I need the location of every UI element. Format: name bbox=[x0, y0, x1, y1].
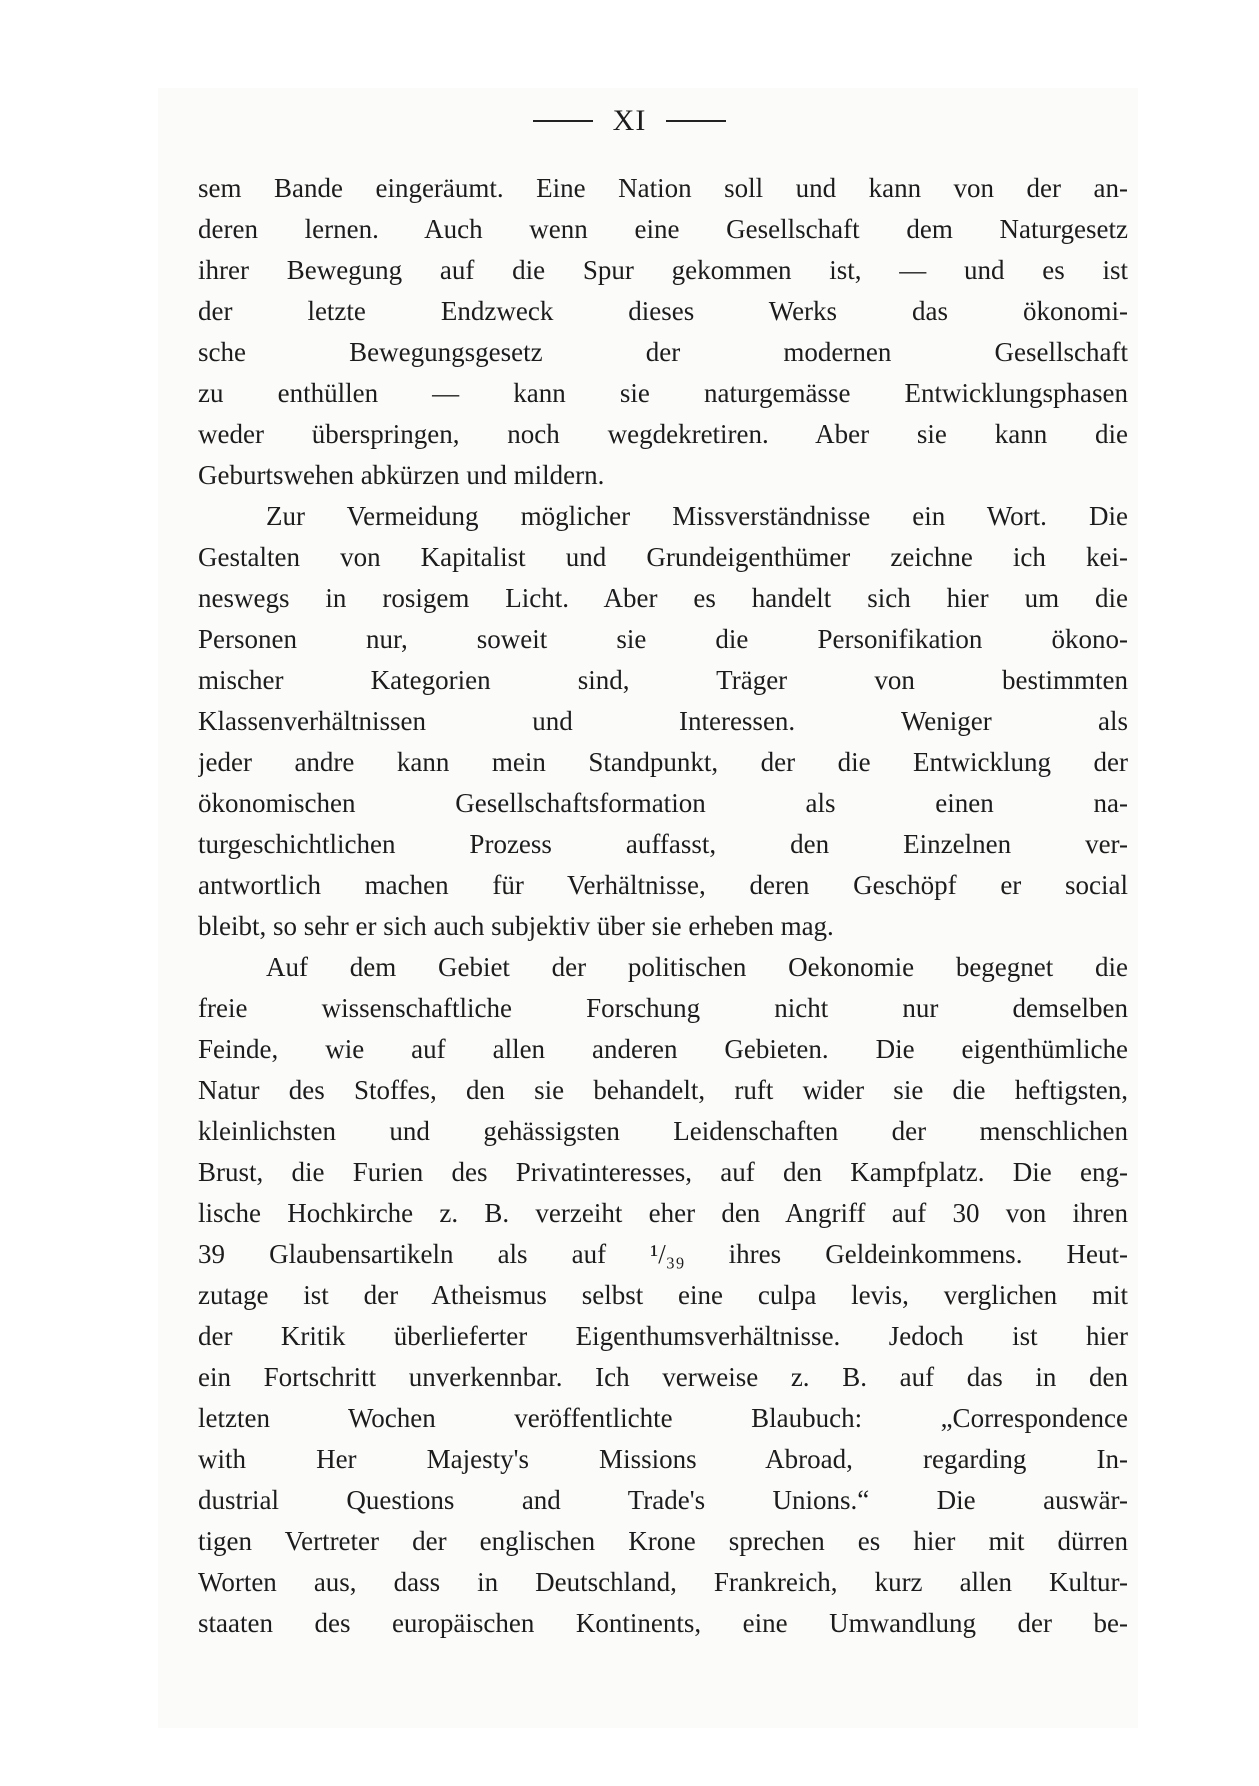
text-line: freie wissenschaftliche Forschung nicht nur demselben bbox=[198, 993, 1128, 1023]
text-line: staaten des europäischen Kontinents, eine Umwandlung der be- bbox=[198, 1608, 1128, 1638]
text-line: Zur Vermeidung möglicher Missverständnisse ein Wort. Die bbox=[266, 501, 1128, 531]
page-number: XI bbox=[612, 104, 647, 137]
text-line: with Her Majesty's Missions Abroad, regarding In- bbox=[198, 1444, 1128, 1474]
text-line: bleibt, so sehr er sich auch subjektiv über sie erheben mag. bbox=[198, 911, 834, 941]
text-line: mischer Kategorien sind, Träger von bestimmten bbox=[198, 665, 1128, 695]
text-line: turgeschichtlichen Prozess auffasst, den Einzelnen ver- bbox=[198, 829, 1128, 859]
header-rule-left bbox=[533, 120, 593, 122]
text-line: zutage ist der Atheismus selbst eine culpa levis, verglichen mit bbox=[198, 1280, 1128, 1310]
text-line: kleinlichsten und gehässigsten Leidenschaften der menschlichen bbox=[198, 1116, 1128, 1146]
text-line: Geburtswehen abkürzen und mildern. bbox=[198, 460, 605, 490]
text-line: zu enthüllen — kann sie naturgemässe Entwicklungsphasen bbox=[198, 378, 1128, 408]
text-line: ein Fortschritt unverkennbar. Ich verweise z. B. auf das in den bbox=[198, 1362, 1128, 1392]
text-line: der Kritik überlieferter Eigenthumsverhältnisse. Jedoch ist hier bbox=[198, 1321, 1128, 1351]
text-line: dustrial Questions and Trade's Unions.“ Die auswär- bbox=[198, 1485, 1128, 1515]
text-line: Brust, die Furien des Privatinteresses, auf den Kampfplatz. Die eng- bbox=[198, 1157, 1128, 1187]
text-line: ihrer Bewegung auf die Spur gekommen ist, — und es ist bbox=[198, 255, 1128, 285]
text-line: antwortlich machen für Verhältnisse, deren Geschöpf er social bbox=[198, 870, 1128, 900]
text-line: der letzte Endzweck dieses Werks das ökonomi- bbox=[198, 296, 1128, 326]
text-line: Auf dem Gebiet der politischen Oekonomie begegnet die bbox=[266, 952, 1128, 982]
text-line: sem Bande eingeräumt. Eine Nation soll und kann von der an- bbox=[198, 173, 1128, 203]
text-line: lische Hochkirche z. B. verzeiht eher den Angriff auf 30 von ihren bbox=[198, 1198, 1128, 1228]
text-line: tigen Vertreter der englischen Krone sprechen es hier mit dürren bbox=[198, 1526, 1128, 1556]
text-line: deren lernen. Auch wenn eine Gesellschaft dem Naturgesetz bbox=[198, 214, 1128, 244]
text-line: Natur des Stoffes, den sie behandelt, ruft wider sie die heftigsten, bbox=[198, 1075, 1128, 1105]
text-line: Personen nur, soweit sie die Personifikation ökono- bbox=[198, 624, 1128, 654]
text-line: jeder andre kann mein Standpunkt, der die Entwicklung der bbox=[198, 747, 1128, 777]
text-line: weder überspringen, noch wegdekretiren. Aber sie kann die bbox=[198, 419, 1128, 449]
text-line: 39 Glaubensartikeln als auf ¹/₃₉ ihres Geldeinkommens. Heut- bbox=[198, 1239, 1128, 1269]
text-line: sche Bewegungsgesetz der modernen Gesellschaft bbox=[198, 337, 1128, 367]
text-line: Worten aus, dass in Deutschland, Frankreich, kurz allen Kultur- bbox=[198, 1567, 1128, 1597]
text-line: Klassenverhältnissen und Interessen. Weniger als bbox=[198, 706, 1128, 736]
body-text bbox=[198, 168, 1128, 1644]
text-line: Feinde, wie auf allen anderen Gebieten. Die eigenthümliche bbox=[198, 1034, 1128, 1064]
header-rule-right bbox=[666, 120, 726, 122]
text-line: ökonomischen Gesellschaftsformation als einen na- bbox=[198, 788, 1128, 818]
text-line: neswegs in rosigem Licht. Aber es handelt sich hier um die bbox=[198, 583, 1128, 613]
text-line: Gestalten von Kapitalist und Grundeigenthümer zeichne ich kei- bbox=[198, 542, 1128, 572]
page-header bbox=[0, 104, 1259, 138]
text-line: letzten Wochen veröffentlichte Blaubuch: „Correspondence bbox=[198, 1403, 1128, 1433]
